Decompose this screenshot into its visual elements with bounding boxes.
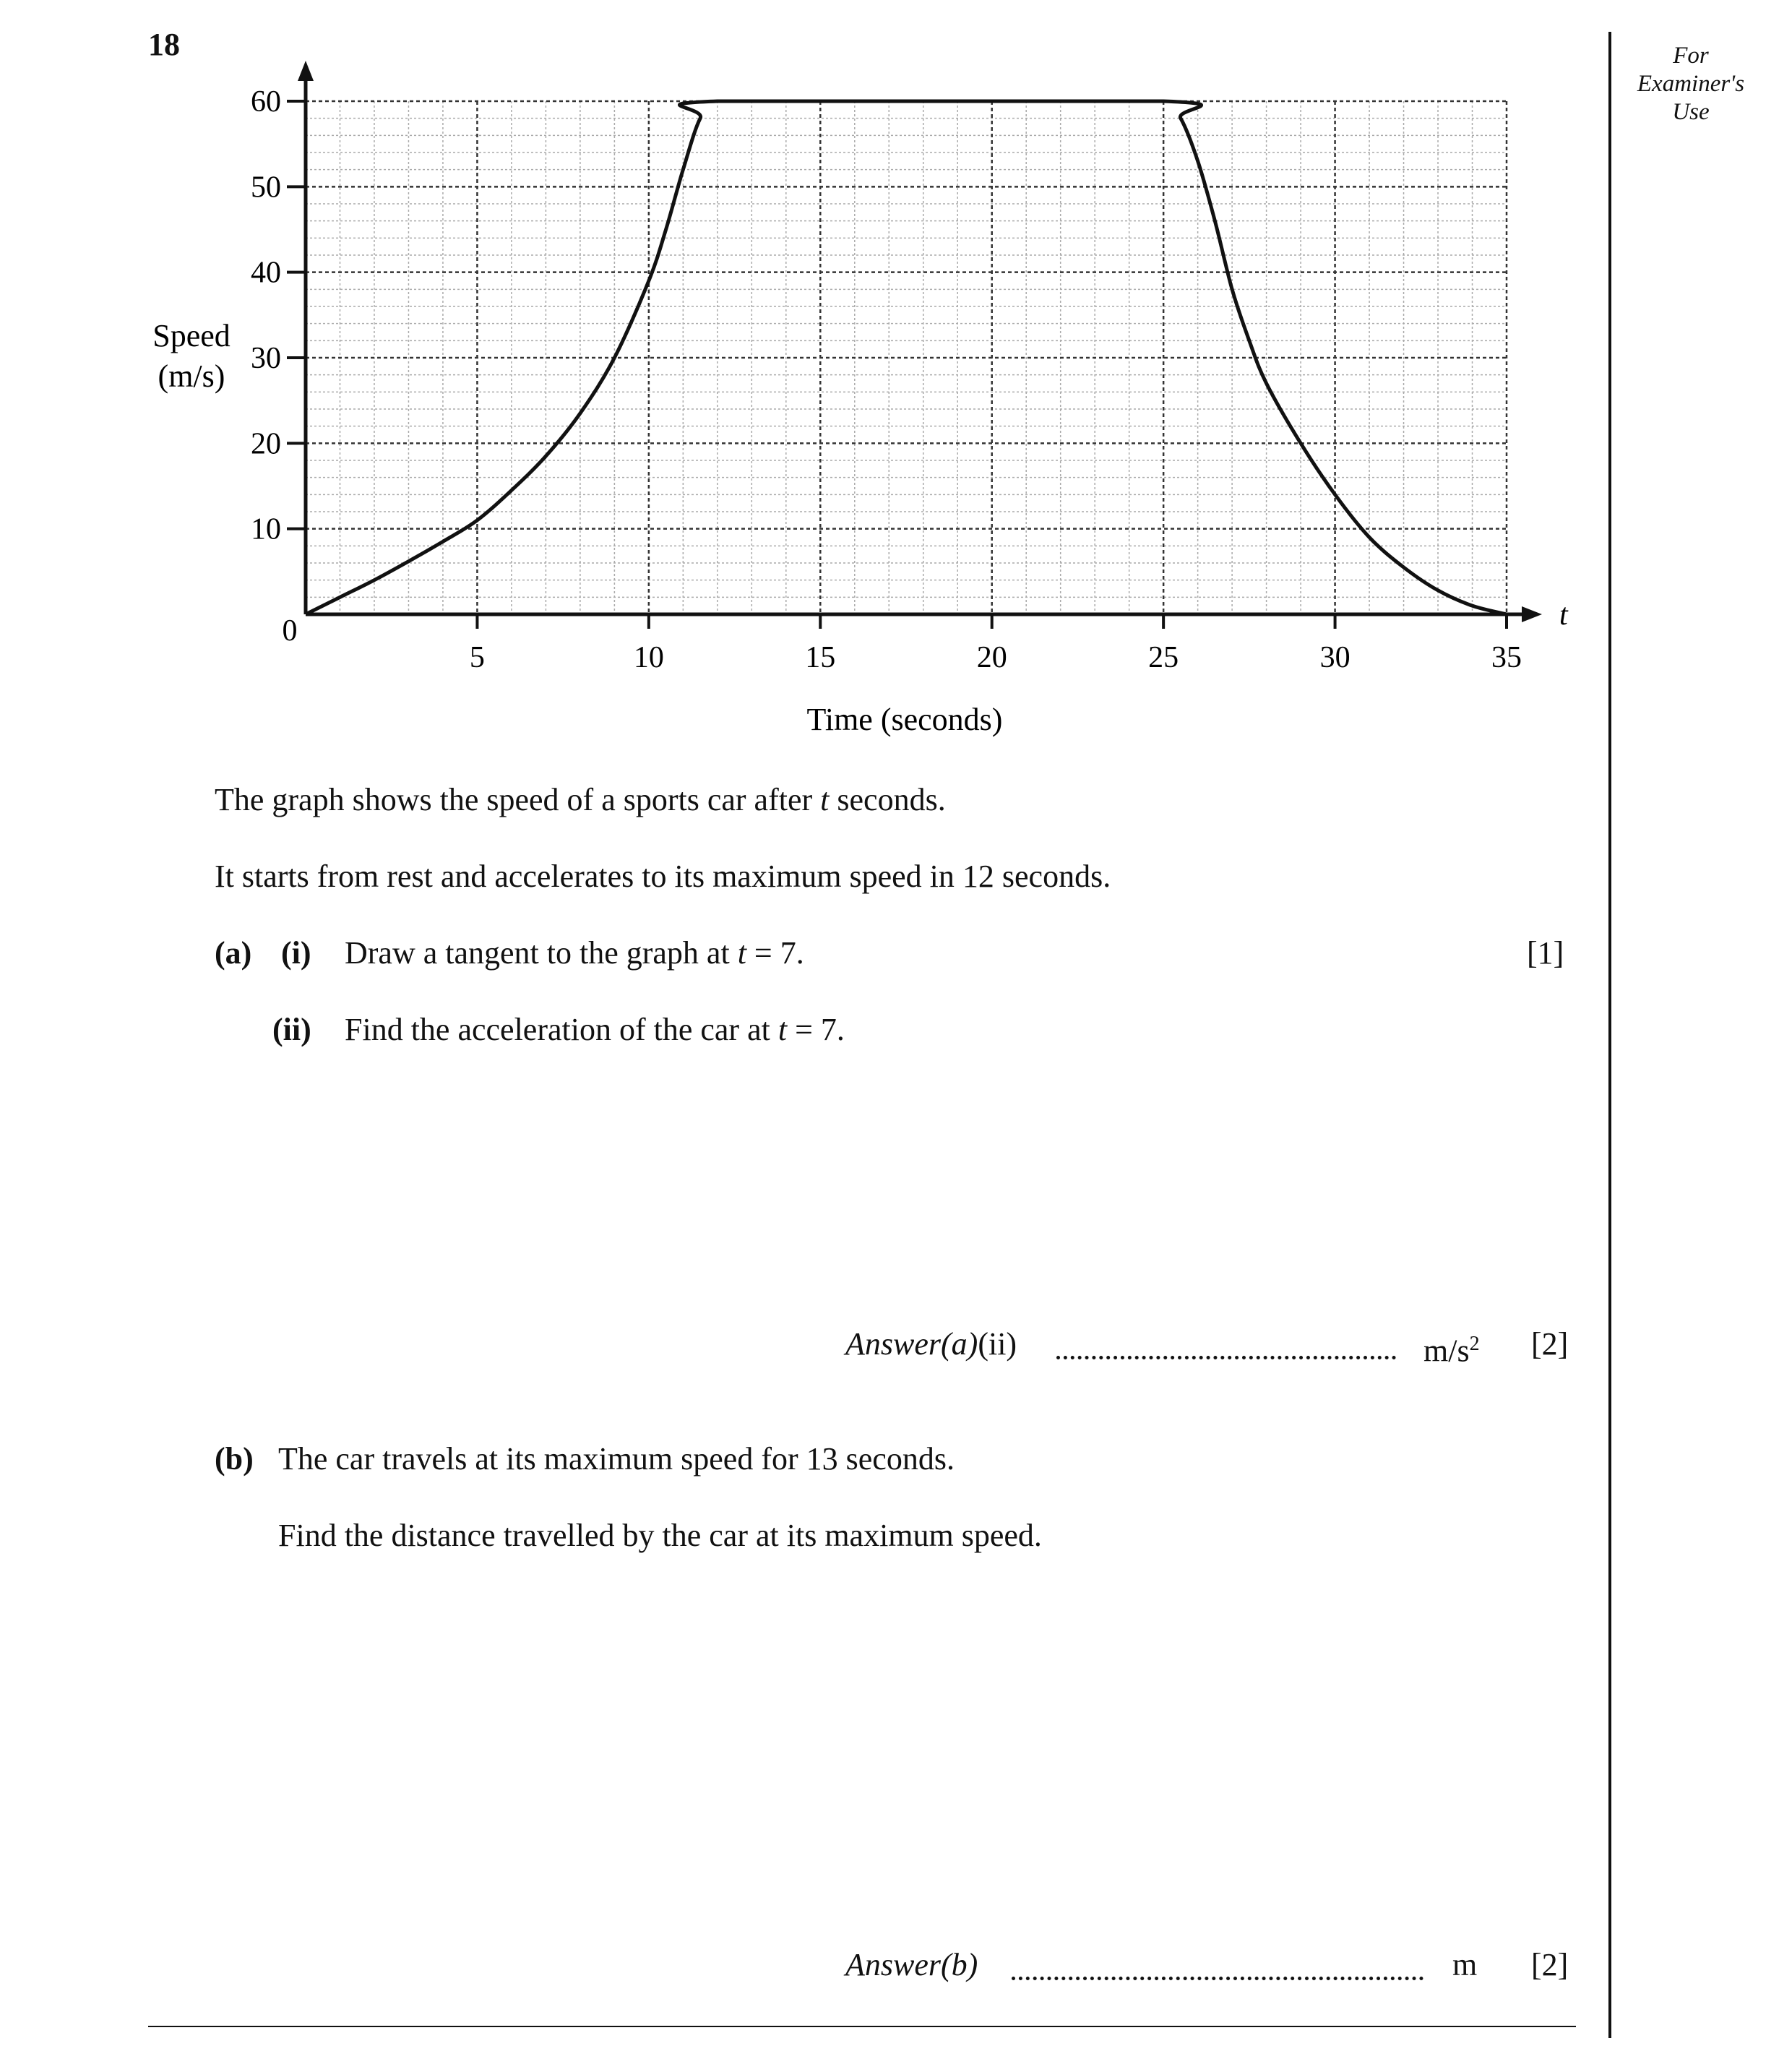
examiner-line-1: For	[1673, 43, 1709, 69]
answer-a-plain: (ii)	[978, 1326, 1017, 1362]
answer-a-unit-superscript: 2	[1469, 1333, 1480, 1355]
examiner-line-3: Use	[1672, 99, 1710, 125]
y-tick-label: 10	[251, 512, 281, 546]
y-axis-label-line-2: (m/s)	[158, 358, 225, 394]
page-bottom-rule	[148, 2026, 1576, 2027]
answer-b-label	[845, 1946, 978, 1984]
x-axis-arrowhead	[1522, 606, 1542, 622]
x-tick-label: 5	[469, 641, 485, 674]
answer-b-unit: m	[1452, 1947, 1478, 1982]
origin-label: 0	[282, 614, 298, 648]
part-aii-before: Find the acceleration of the car at	[345, 1012, 778, 1047]
part-ai-text	[345, 934, 804, 972]
y-tick-label: 20	[251, 427, 281, 461]
part-b-label: (b)	[215, 1441, 254, 1476]
intro-1-before: The graph shows the speed of a sports car after	[215, 782, 821, 817]
answer-a-label	[845, 1325, 1017, 1363]
part-ai-marks: [1]	[1527, 935, 1564, 971]
grid-major-lines	[306, 101, 1507, 614]
x-tick-label: 15	[805, 641, 836, 674]
answer-a-field[interactable]	[1056, 1356, 1396, 1359]
part-b-line-2: Find the distance travelled by the car at its maximum speed.	[278, 1518, 1042, 1553]
intro-line-2: It starts from rest and accelerates to its maximum speed in 12 seconds.	[215, 859, 1111, 894]
tick-labels	[251, 85, 1522, 674]
part-ai-label: (i)	[281, 935, 311, 971]
x-axis-end-label: t	[1559, 598, 1568, 632]
answer-a-unit	[1423, 1325, 1480, 1370]
part-aii-text	[345, 1011, 845, 1049]
y-tick-label: 50	[251, 171, 281, 205]
x-axis-label: Time (seconds)	[806, 702, 1003, 737]
axes	[298, 61, 1542, 622]
y-axis-label-line-1: Speed	[152, 318, 231, 353]
part-aii-label: (ii)	[272, 1012, 311, 1047]
part-ai-after: = 7.	[746, 935, 804, 971]
answer-a-marks: [2]	[1531, 1326, 1569, 1362]
speed-time-graph	[0, 0, 1792, 766]
part-aii-variable: t	[777, 1012, 788, 1047]
examiner-line-2: Examiner's	[1637, 71, 1745, 97]
part-ai-variable: t	[737, 935, 746, 971]
intro-line-1	[215, 781, 946, 819]
y-tick-label: 30	[251, 342, 281, 375]
x-tick-label: 30	[1319, 641, 1351, 674]
y-tick-label: 60	[251, 85, 281, 119]
y-tick-label: 40	[251, 256, 281, 290]
part-a-label: (a)	[215, 935, 252, 971]
answer-b-field[interactable]	[1012, 1977, 1423, 1980]
answer-a-unit-base: m/s	[1423, 1333, 1470, 1369]
x-tick-label: 35	[1491, 641, 1522, 674]
intro-1-variable: t	[820, 782, 830, 817]
x-tick-label: 10	[633, 641, 664, 674]
tick-marks	[287, 101, 1507, 629]
part-b-line-1: The car travels at its maximum speed for 13 seconds.	[278, 1441, 955, 1476]
x-tick-label: 25	[1148, 641, 1179, 674]
y-axis-arrowhead	[298, 61, 314, 81]
part-aii-after: = 7.	[787, 1012, 845, 1047]
part-ai-before: Draw a tangent to the graph at	[345, 935, 738, 971]
answer-b-italic: Answer(b)	[845, 1947, 978, 1982]
answer-b-marks: [2]	[1531, 1947, 1569, 1982]
intro-1-after: seconds.	[829, 782, 946, 817]
answer-a-italic: Answer(a)	[845, 1326, 978, 1362]
question-number: 18	[148, 27, 180, 62]
x-tick-label: 20	[976, 641, 1007, 674]
